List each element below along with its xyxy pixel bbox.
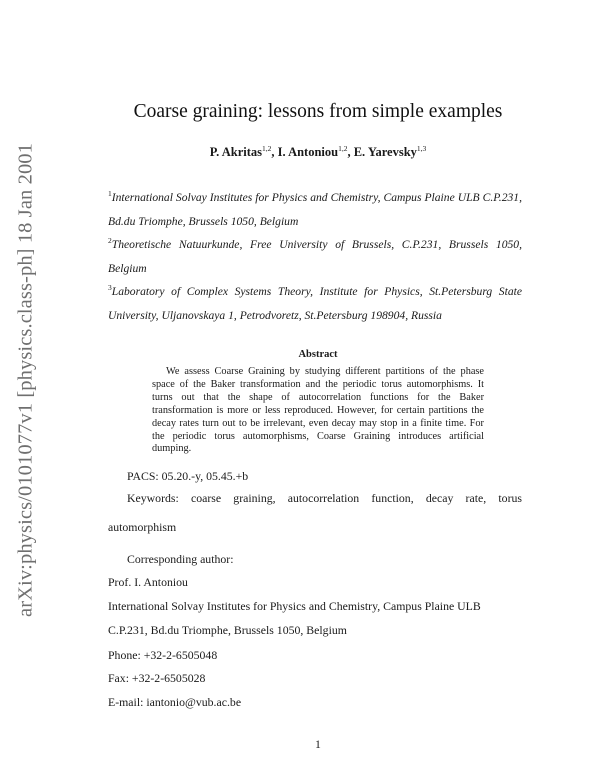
abstract-text: We assess Coarse Graining by studying different partitions of the phase space of the Baker transformation and the periodic torus automorphisms. It turns out that the shape of autocorrelation functions for the Baker transformation is more or less reproduced. However, for certain partitions the decay rates turn out to be irrelevant, even decay may stop in a finite time. For the periodic torus automorphisms, Coarse Graining introduces artificial dumping. — [152, 366, 484, 455]
corresponding-author-heading: Corresponding author: — [127, 552, 234, 566]
author-affiliation-mark: 1,2 — [262, 144, 272, 153]
corresponding-author-address: C.P.231, Bd.du Triomphe, Brussels 1050, Belgium — [108, 623, 347, 637]
author-affiliation-mark: 1,2 — [338, 144, 348, 153]
abstract-heading: Abstract — [298, 349, 338, 360]
author-affiliation-mark: 1,3 — [416, 144, 427, 153]
corresponding-author-fax: Fax: +32-2-6505028 — [108, 671, 206, 685]
pacs-codes: PACS: 05.20.-y, 05.45.+b — [127, 469, 249, 483]
author-list: P. Akritas$^{1,2}$, I. Antoniou$^{1,2}$, E. Yarevsky$^{1,3}$ — [209, 144, 427, 159]
arxiv-sidebar — [6, 143, 46, 617]
author-name: P. Akritas — [209, 145, 263, 159]
affiliation-mark: 2 — [108, 236, 112, 245]
affiliation-3 — [108, 280, 522, 328]
corresponding-author-email: E-mail: iantonio@vub.ac.be — [108, 695, 242, 709]
page-number: 1 — [315, 737, 321, 751]
keywords: Keywords: coarse graining, autocorrelation function, decay rate, torus automorphism — [108, 491, 522, 534]
affiliation-2 — [108, 233, 522, 281]
affiliation-text: Theoretische Natuurkunde, Free University of Brussels, C.P.231, Brussels 1050, Belgium — [108, 238, 522, 275]
corresponding-author-address: International Solvay Institutes for Physics and Chemistry, Campus Plaine ULB — [108, 599, 481, 613]
author-name: E. Yarevsky — [353, 145, 417, 159]
affiliation-mark: 3 — [108, 283, 112, 292]
arxiv-identifier: arXiv:physics/0101077v1 [physics.class-ph] 18 Jan 2001 — [14, 143, 37, 617]
affiliation-text: International Solvay Institutes for Physics and Chemistry, Campus Plaine ULB C.P.231, Bd.du Triomphe, Brussels 1050, Belgium — [108, 191, 522, 228]
corresponding-author-phone: Phone: +32-2-6505048 — [108, 648, 218, 662]
affiliation-mark: 1 — [108, 189, 112, 198]
affiliation-1 — [108, 186, 522, 234]
paper-title: Coarse graining: lessons from simple examples — [133, 101, 503, 122]
author-name: I. Antoniou — [277, 145, 339, 159]
affiliation-text: Laboratory of Complex Systems Theory, Institute for Physics, St.Petersburg State University, Uljanovskaya 1, Petrodvoretz, St.Petersburg 198904, Russia — [108, 285, 522, 322]
corresponding-author-name: Prof. I. Antoniou — [108, 575, 188, 589]
